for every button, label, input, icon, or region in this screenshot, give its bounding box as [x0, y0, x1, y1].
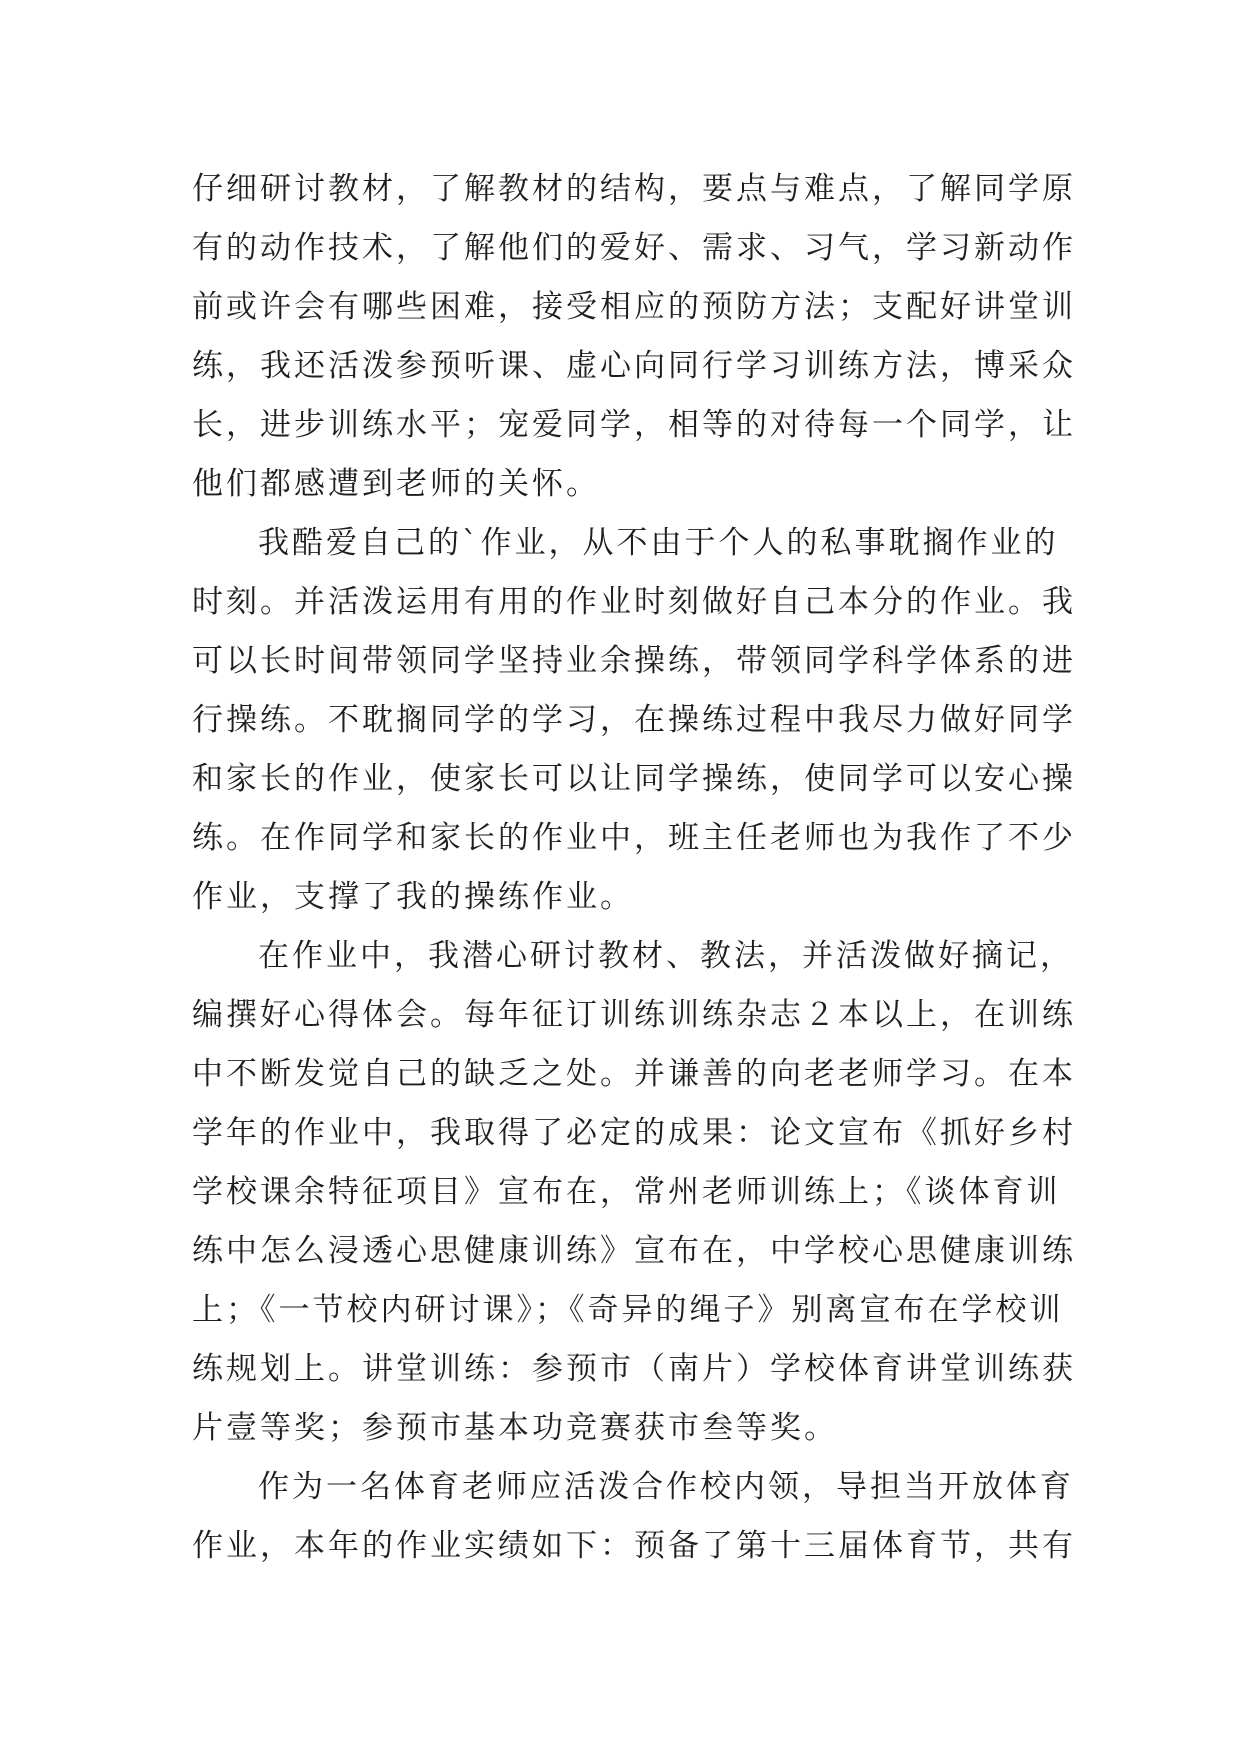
text-line: 和家长的作业，使家长可以让同学操练，使同学可以安心操: [192, 761, 1076, 797]
text-line: 长，进步训练水平；宠爱同学，相等的对待每一个同学，让: [192, 407, 1076, 443]
text-line: 片壹等奖；参预市基本功竞赛获市叁等奖。: [192, 1410, 838, 1446]
text-line: 作为一名体育老师应活泼合作校内领，导担当开放体育: [258, 1469, 1074, 1505]
text-line: 练中怎么浸透心思健康训练》宣布在，中学校心思健康训练: [192, 1233, 1076, 1269]
paragraph: [192, 160, 1076, 514]
paragraph: [192, 927, 1076, 1458]
text-line: 有的动作技术，了解他们的爱好、需求、习气，学习新动作: [192, 230, 1076, 266]
text-line: 我酷爱自己的`作业，从不由于个人的私事耽搁作业的: [258, 525, 1059, 561]
body-text: [192, 160, 1076, 1576]
text-line: 仔细研讨教材，了解教材的结构，要点与难点，了解同学原: [192, 171, 1076, 207]
text-line: 中不断发觉自己的缺乏之处。并谦善的向老老师学习。在本: [192, 1056, 1076, 1092]
paragraph: [192, 1458, 1076, 1576]
text-line: 前或许会有哪些困难，接受相应的预防方法；支配好讲堂训: [192, 289, 1076, 325]
text-line: 时刻。并活泼运用有用的作业时刻做好自己本分的作业。我: [192, 584, 1076, 620]
text-line: 上；《一节校内研讨课》；《奇异的绳子》别离宣布在学校训: [192, 1292, 1064, 1328]
text-line: 学校课余特征项目》宣布在，常州老师训练上；《谈体育训: [192, 1174, 1061, 1210]
text-line: 作业，支撑了我的操练作业。: [192, 879, 634, 915]
text-line: 可以长时间带领同学坚持业余操练，带领同学科学体系的进: [192, 643, 1076, 679]
text-line: 练。在作同学和家长的作业中，班主任老师也为我作了不少: [192, 820, 1076, 856]
paragraph: [192, 514, 1076, 927]
text-line: 练规划上。讲堂训练：参预市（南片）学校体育讲堂训练获: [192, 1351, 1076, 1387]
text-line: 行操练。不耽搁同学的学习，在操练过程中我尽力做好同学: [192, 702, 1076, 738]
text-line: 编撰好心得体会。每年征订训练训练杂志２本以上，在训练: [192, 997, 1076, 1033]
text-line: 在作业中，我潜心研讨教材、教法，并活泼做好摘记，: [258, 938, 1074, 974]
text-line: 作业，本年的作业实绩如下：预备了第十三届体育节，共有: [192, 1528, 1076, 1564]
text-line: 练，我还活泼参预听课、虚心向同行学习训练方法，博采众: [192, 348, 1076, 384]
text-line: 学年的作业中，我取得了必定的成果：论文宣布《抓好乡村: [192, 1115, 1076, 1151]
text-line: 他们都感遭到老师的关怀。: [192, 466, 600, 502]
